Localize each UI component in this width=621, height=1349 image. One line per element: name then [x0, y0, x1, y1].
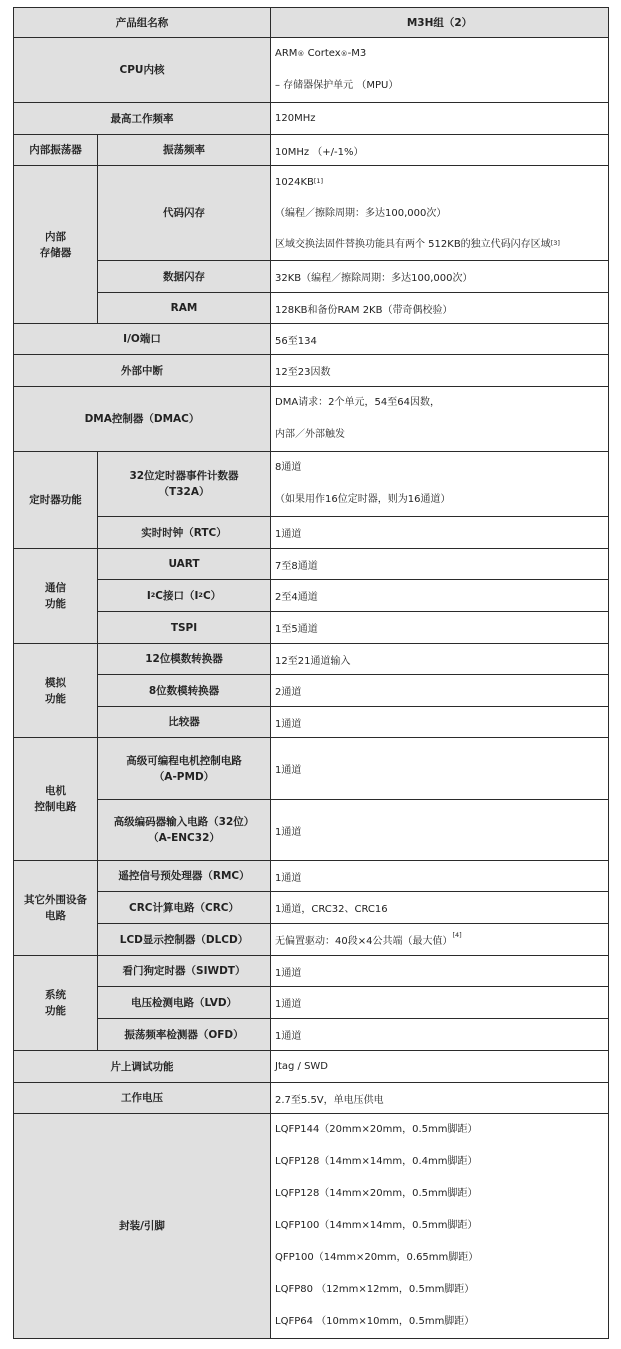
package-item: LQFP80 （12mm×12mm，0.5mm脚距） [275, 1284, 475, 1295]
row-osc [14, 135, 609, 166]
i2c-sup-2: 2 [198, 590, 203, 599]
i2c-label [98, 580, 271, 612]
row-lvd [14, 987, 609, 1019]
analog-label [14, 644, 98, 738]
ofd-value: 1通道 [271, 1019, 609, 1051]
rmc-label: 遥控信号预处理器（RMC） [98, 861, 271, 892]
row-code-flash [14, 166, 609, 261]
aenc-label-line1: 高级编码器输入电路（32位） [113, 816, 255, 828]
siwdt-value: 1通道 [271, 956, 609, 987]
package-item: LQFP64 （10mm×10mm，0.5mm脚距） [275, 1316, 475, 1327]
dac-label: 8位数模转换器 [98, 675, 271, 707]
i2c-a: I [146, 589, 151, 602]
row-i2c [14, 580, 609, 612]
tspi-label: TSPI [98, 612, 271, 644]
row-dma [14, 387, 609, 452]
system-label-line1: 系统 [45, 989, 66, 1001]
package-item: QFP100（14mm×20mm，0.65mm脚距） [275, 1252, 479, 1263]
cpu-m3: -M3 [347, 48, 367, 59]
siwdt-label: 看门狗定时器（SIWDT） [98, 956, 271, 987]
row-t32a [14, 452, 609, 517]
row-debug [14, 1051, 609, 1083]
osc-label: 内部振荡器 [14, 135, 98, 166]
row-io [14, 324, 609, 355]
row-apmd [14, 738, 609, 800]
t32a-value [271, 452, 609, 517]
row-cpu [14, 38, 609, 103]
adc-value: 12至21通道输入 [271, 644, 609, 675]
i2c-b: C接口（I [155, 589, 199, 602]
lcd-note: [4] [452, 931, 462, 939]
crc-value: 1通道，CRC32、CRC16 [271, 892, 609, 924]
ext-int-value: 12至23因数 [271, 355, 609, 387]
freq-label: 最高工作频率 [14, 103, 271, 135]
row-tspi [14, 612, 609, 644]
rmc-value: 1通道 [271, 861, 609, 892]
row-crc [14, 892, 609, 924]
i2c-sup: 2 [150, 590, 156, 599]
row-voltage [14, 1083, 609, 1114]
lcd-label: LCD显示控制器（DLCD） [98, 924, 271, 956]
row-uart [14, 549, 609, 580]
voltage-label: 工作电压 [14, 1083, 271, 1114]
voltage-value: 2.7至5.5V，单电压供电 [271, 1083, 609, 1114]
motor-label-line1: 电机 [45, 785, 66, 797]
dac-value: 2通道 [271, 675, 609, 707]
system-label-line2: 功能 [45, 1005, 66, 1017]
periph-label-line1: 其它外围设备 [24, 894, 87, 906]
osc-value: 10MHz （+/-1%） [271, 135, 609, 166]
ofd-label: 振荡频率检测器（OFD） [98, 1019, 271, 1051]
row-lcd [14, 924, 609, 956]
header-value: M3H组（2） [271, 8, 609, 38]
row-siwdt [14, 956, 609, 987]
apmd-label [98, 738, 271, 800]
motor-label-line2: 控制电路 [34, 801, 77, 813]
row-freq [14, 103, 609, 135]
uart-value: 7至8通道 [271, 549, 609, 580]
cmp-value: 1通道 [271, 707, 609, 738]
code-flash-note: [1] [313, 176, 324, 185]
debug-value: Jtag / SWD [271, 1051, 609, 1083]
ram-value: 128KB和备份RAM 2KB（带奇偶校验） [271, 293, 609, 324]
lcd-value [271, 924, 609, 956]
lcd-drive: 无偏置驱动：40段×4公共端（最大值） [275, 936, 453, 947]
io-value: 56至134 [271, 324, 609, 355]
row-ext-int [14, 355, 609, 387]
package-item: LQFP128（14mm×20mm，0.5mm脚距） [275, 1188, 478, 1199]
t32a-16bit-note: （如果用作16位定时器，则为16通道） [275, 494, 451, 505]
t32a-label [98, 452, 271, 517]
row-adc [14, 644, 609, 675]
lvd-value: 1通道 [271, 987, 609, 1019]
dma-label: DMA控制器（DMAC） [14, 387, 271, 452]
row-cmp [14, 707, 609, 738]
apmd-value: 1通道 [271, 738, 609, 800]
row-data-flash [14, 261, 609, 293]
code-flash-label: 代码闪存 [98, 166, 271, 261]
row-ram [14, 293, 609, 324]
data-flash-label: 数据闪存 [98, 261, 271, 293]
lvd-label: 电压检测电路（LVD） [98, 987, 271, 1019]
apmd-label-line2: （A-PMD） [153, 770, 215, 783]
cpu-cortex: Cortex [304, 48, 341, 59]
row-header [14, 8, 609, 38]
memory-label-line1: 内部 [45, 230, 66, 243]
timer-label: 定时器功能 [14, 452, 98, 549]
rtc-label: 实时时钟（RTC） [98, 517, 271, 549]
package-value [271, 1114, 609, 1339]
t32a-label-line1: 32位定时器事件计数器 [129, 470, 239, 482]
i2c-c: C） [202, 589, 222, 602]
code-flash-swap: 区域交换法固件替换功能具有两个 512KB的独立代码闪存区域 [275, 238, 551, 250]
row-package [14, 1114, 609, 1339]
code-flash-value [271, 166, 609, 261]
code-flash-size: 1024KB [275, 176, 314, 188]
analog-label-line1: 模拟 [45, 676, 66, 689]
dma-requests: DMA请求：2个单元，54至64因数， [275, 397, 440, 408]
data-flash-value: 32KB（编程／擦除周期：多达100,000次） [271, 261, 609, 293]
row-dac [14, 675, 609, 707]
cpu-reg-mark: ® [297, 50, 305, 58]
aenc-value: 1通道 [271, 800, 609, 861]
aenc-label [98, 800, 271, 861]
ram-label: RAM [98, 293, 271, 324]
aenc-label-line2: （A-ENC32） [148, 832, 220, 844]
t32a-label-line2: （T32A） [158, 486, 210, 498]
cpu-value [271, 38, 609, 103]
analog-label-line2: 功能 [45, 692, 66, 705]
motor-label [14, 738, 98, 861]
tspi-value: 1至5通道 [271, 612, 609, 644]
header-label: 产品组名称 [14, 8, 271, 38]
uart-label: UART [98, 549, 271, 580]
comm-label-line2: 功能 [45, 598, 66, 610]
package-item: LQFP128（14mm×14mm，0.4mm脚距） [275, 1156, 478, 1167]
cmp-label: 比较器 [98, 707, 271, 738]
t32a-channels: 8通道 [275, 462, 302, 473]
crc-label: CRC计算电路（CRC） [98, 892, 271, 924]
spec-table [13, 7, 609, 1339]
cpu-label: CPU内核 [14, 38, 271, 103]
periph-label [14, 861, 98, 956]
comm-label [14, 549, 98, 644]
cpu-arm: ARM [275, 48, 298, 59]
package-item: LQFP144（20mm×20mm，0.5mm脚距） [275, 1124, 478, 1135]
row-ofd [14, 1019, 609, 1051]
cpu-reg-mark-2: ® [340, 50, 348, 58]
system-label [14, 956, 98, 1051]
debug-label: 片上调试功能 [14, 1051, 271, 1083]
io-label: I/O端口 [14, 324, 271, 355]
dma-value [271, 387, 609, 452]
package-label: 封装/引脚 [14, 1114, 271, 1339]
apmd-label-line1: 高级可编程电机控制电路 [126, 754, 242, 767]
i2c-value: 2至4通道 [271, 580, 609, 612]
memory-label [14, 166, 98, 324]
code-flash-cycles: （编程／擦除周期：多达100,000次） [275, 207, 447, 219]
freq-value: 120MHz [271, 103, 609, 135]
row-aenc [14, 800, 609, 861]
row-rtc [14, 517, 609, 549]
code-flash-swap-note: [3] [550, 238, 560, 247]
rtc-value: 1通道 [271, 517, 609, 549]
periph-label-line2: 电路 [45, 910, 66, 922]
cpu-mpu: – 存储器保护单元 （MPU） [275, 80, 399, 91]
package-item: LQFP100（14mm×14mm，0.5mm脚距） [275, 1220, 478, 1231]
adc-label: 12位模数转换器 [98, 644, 271, 675]
comm-label-line1: 通信 [45, 582, 66, 594]
memory-label-line2: 存储器 [39, 246, 72, 259]
dma-trigger: 内部／外部触发 [275, 429, 345, 440]
ext-int-label: 外部中断 [14, 355, 271, 387]
osc-sub-label: 振荡频率 [98, 135, 271, 166]
row-rmc [14, 861, 609, 892]
